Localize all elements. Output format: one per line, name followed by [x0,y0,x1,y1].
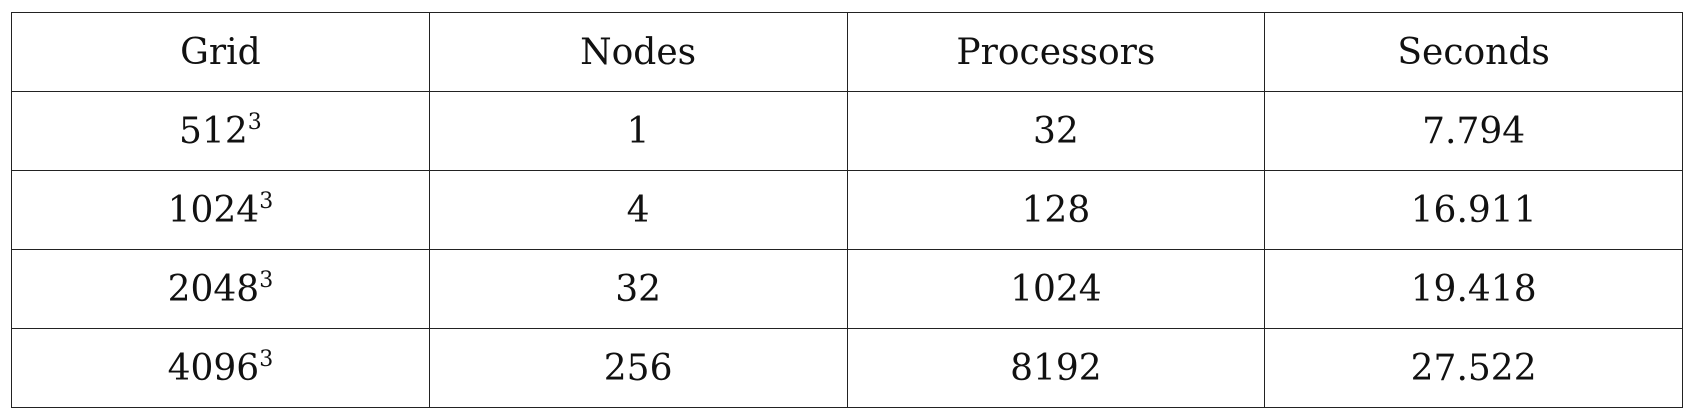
cell-nodes: 256 [429,329,847,408]
cell-seconds: 19.418 [1265,250,1683,329]
header-seconds: Seconds [1265,13,1683,92]
cell-nodes: 1 [429,92,847,171]
table-row [12,92,1683,171]
grid-exponent: 3 [247,109,262,135]
grid-base: 4096 [167,347,260,389]
benchmark-table [11,12,1683,408]
grid-exponent: 3 [259,346,274,372]
cell-grid [12,329,430,408]
header-grid: Grid [12,13,430,92]
header-nodes: Nodes [429,13,847,92]
cell-processors: 8192 [847,329,1265,408]
table-row [12,250,1683,329]
cell-grid [12,92,430,171]
cell-seconds: 27.522 [1265,329,1683,408]
cell-processors: 128 [847,171,1265,250]
cell-grid [12,250,430,329]
grid-base: 1024 [167,189,260,231]
table-row [12,171,1683,250]
cell-grid [12,171,430,250]
cell-nodes: 32 [429,250,847,329]
cell-nodes: 4 [429,171,847,250]
grid-base: 2048 [167,268,260,310]
grid-base: 512 [179,110,248,152]
cell-processors: 32 [847,92,1265,171]
grid-exponent: 3 [259,267,274,293]
cell-seconds: 7.794 [1265,92,1683,171]
header-row [12,13,1683,92]
grid-exponent: 3 [259,188,274,214]
header-processors: Processors [847,13,1265,92]
cell-processors: 1024 [847,250,1265,329]
cell-seconds: 16.911 [1265,171,1683,250]
table-row [12,329,1683,408]
